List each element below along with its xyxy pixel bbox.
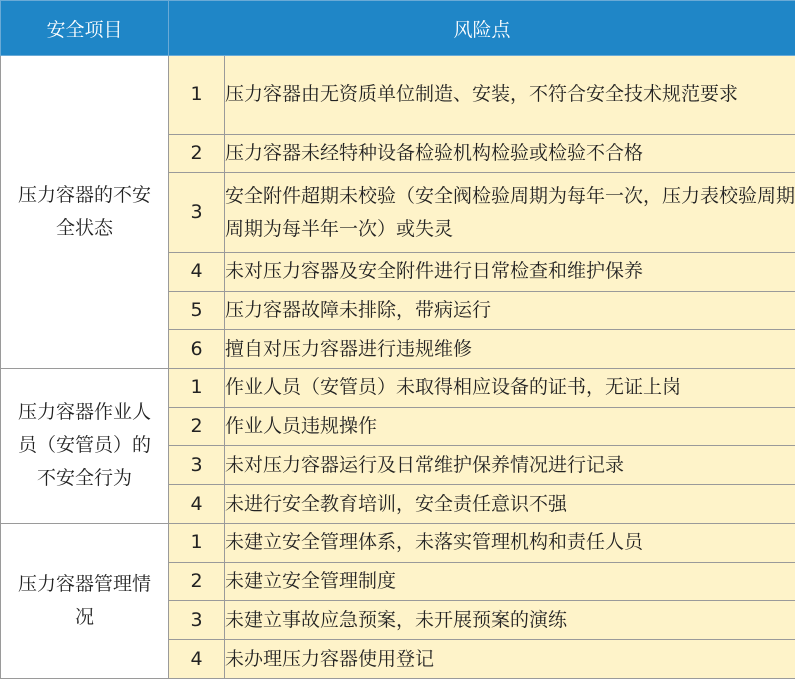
item-number: 1 (169, 56, 225, 135)
risk-text: 未进行安全教育培训，安全责任意识不强 (225, 485, 795, 524)
risk-text: 擅自对压力容器进行违规维修 (225, 330, 795, 369)
item-number: 1 (169, 368, 225, 407)
item-number: 4 (169, 640, 225, 679)
item-number: 5 (169, 291, 225, 330)
risk-text: 未建立安全管理制度 (225, 562, 795, 601)
risk-text: 压力容器未经特种设备检验机构检验或检验不合格 (225, 134, 795, 173)
item-number: 3 (169, 601, 225, 640)
category-cell (1, 523, 169, 678)
risk-text: 作业人员违规操作 (225, 407, 795, 446)
table-row (1, 56, 795, 135)
header-row (1, 1, 795, 56)
risk-text: 未办理压力容器使用登记 (225, 640, 795, 679)
category-label: 压力容器的不安全状态 (17, 183, 151, 239)
risk-text: 未对压力容器及安全附件进行日常检查和维护保养 (225, 252, 795, 291)
category-label: 压力容器作业人员（安管员）的不安全行为 (17, 401, 151, 490)
risk-text: 未建立安全管理体系，未落实管理机构和责任人员 (225, 523, 795, 562)
table-row (1, 368, 795, 407)
table-row (1, 523, 795, 562)
item-number: 1 (169, 523, 225, 562)
item-number: 4 (169, 485, 225, 524)
item-number: 3 (169, 446, 225, 485)
category-cell (1, 56, 169, 369)
item-number: 2 (169, 407, 225, 446)
item-number: 2 (169, 134, 225, 173)
risk-text: 未对压力容器运行及日常维护保养情况进行记录 (225, 446, 795, 485)
item-number: 3 (169, 173, 225, 253)
risk-text: 安全附件超期未校验（安全阀检验周期为每年一次，压力表校验周期周期为每半年一次）或失灵 (225, 173, 795, 253)
risk-text: 未建立事故应急预案，未开展预案的演练 (225, 601, 795, 640)
item-number: 6 (169, 330, 225, 369)
risk-text: 压力容器故障未排除，带病运行 (225, 291, 795, 330)
category-label: 压力容器管理情况 (17, 572, 151, 628)
risk-text: 作业人员（安管员）未取得相应设备的证书，无证上岗 (225, 368, 795, 407)
risk-text: 压力容器由无资质单位制造、安装，不符合安全技术规范要求 (225, 56, 795, 135)
header-risk: 风险点 (169, 1, 795, 56)
header-category: 安全项目 (1, 1, 169, 56)
category-cell (1, 368, 169, 523)
item-number: 2 (169, 562, 225, 601)
item-number: 4 (169, 252, 225, 291)
